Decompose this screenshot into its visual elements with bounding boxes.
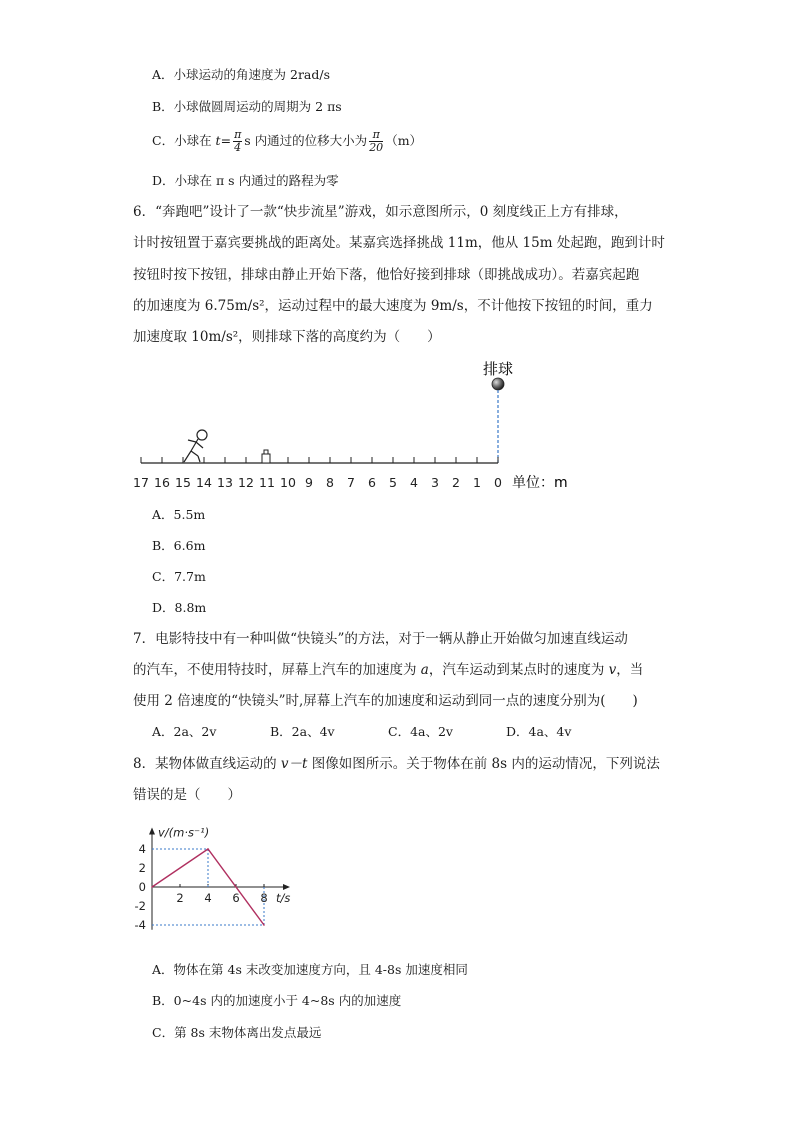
ruler-tick-label: 0 — [494, 475, 502, 490]
ruler-tick-label: 17 — [133, 475, 149, 490]
ruler-tick-label: 6 — [368, 475, 376, 490]
q5-option-a: A．小球运动的角速度为 2rad/s — [152, 67, 331, 82]
q7-line-1: 7．电影特技中有一种叫做“快镜头”的方法，对于一辆从静止开始做匀加速直线运动 — [133, 631, 628, 647]
q7-options-row — [152, 723, 624, 741]
q5-c-eq: = — [220, 133, 232, 148]
vt-data-point — [207, 848, 209, 850]
q6-option-c: C．7.7m — [152, 569, 206, 584]
q5-c-var-t: t — [215, 133, 221, 148]
q5-c-prefix: C．小球在 — [152, 133, 216, 148]
q7-option-d: D．4a、4v — [506, 724, 572, 739]
q7-line2-b: ，汽车运动到某点时的速度为 — [428, 662, 609, 678]
q6-option-a: A．5.5m — [152, 507, 206, 522]
timer-button-icon — [262, 450, 270, 463]
frac1-num: π — [234, 128, 242, 141]
y-axis-label: v/(m·s⁻¹) — [158, 825, 210, 840]
ruler-tick-label: 2 — [452, 475, 460, 490]
ruler-tick-label: 16 — [154, 475, 170, 490]
q8-line1-b: 图像如图所示。关于物体在前 8s 内的运动情况，下列说法 — [307, 756, 660, 772]
y-tick-label: 4 — [138, 842, 146, 856]
ruler-tick-label: 11 — [259, 475, 275, 490]
vt-data-point — [151, 886, 153, 888]
ruler-tick-label: 10 — [280, 475, 296, 490]
x-axis-label: t/s — [276, 891, 291, 905]
q5-option-b: B．小球做圆周运动的周期为 2 πs — [152, 99, 342, 114]
q6-line-1: 6．“奔跑吧”设计了一款“快步流星”游戏，如示意图所示，0 刻度线正上方有排球， — [133, 204, 628, 220]
y-tick-label: 2 — [138, 861, 146, 875]
ruler-tick-label: 9 — [305, 475, 313, 490]
ball-label: 排球 — [482, 360, 514, 378]
ruler-tick-label: 5 — [389, 475, 397, 490]
q5-c-suffix: （m） — [385, 133, 423, 148]
y-axis-arrow-icon — [149, 828, 155, 835]
q6-option-b: B．6.6m — [152, 538, 206, 553]
q8-option-c: C．第 8s 末物体离出发点最远 — [152, 1025, 322, 1040]
ruler-tick-label: 7 — [347, 475, 355, 490]
y-tick-label: 0 — [138, 880, 146, 894]
q5-option-c — [152, 128, 422, 154]
ruler-tick-label: 4 — [410, 475, 418, 490]
frac2-den: 20 — [369, 141, 384, 154]
ruler-ticks — [133, 457, 502, 490]
q7-line2-c: ，当 — [616, 662, 644, 678]
y-tick-label: -2 — [134, 899, 146, 913]
q7-var-a: a — [420, 662, 429, 678]
q8-option-b: B．0~4s 内的加速度小于 4~8s 内的加速度 — [152, 993, 402, 1008]
q7-var-v: v — [608, 662, 617, 678]
q6-line-2: 计时按钮置于嘉宾要挑战的距离处。某嘉宾选择挑战 11m，他从 15m 处起跑，跑到计时 — [133, 235, 665, 251]
ruler-tick-label: 13 — [217, 475, 233, 490]
q7-line-3: 使用 2 倍速度的“快镜头”时,屏幕上汽车的加速度和运动到同一点的速度分别为( ) — [133, 693, 638, 709]
unit-label: 单位：m — [512, 475, 568, 491]
vt-data-point — [263, 924, 265, 926]
q6-figure — [120, 356, 600, 496]
q5-c-mid: s 内通过的位移大小为 — [244, 133, 368, 148]
ruler-tick-label: 1 — [473, 475, 481, 490]
frac2-num: π — [369, 129, 383, 142]
q6-line-3: 按钮时按下按钮，排球由静止开始下落，他恰好接到排球（即挑战成功）。若嘉宾起跑 — [133, 267, 640, 283]
q8-line1-a: 8．某物体做直线运动的 — [133, 756, 281, 772]
x-tick-label: 4 — [204, 891, 212, 905]
q5-c-fraction-2 — [369, 129, 383, 154]
x-tick-label: 6 — [232, 891, 240, 905]
volleyball-icon — [492, 378, 504, 390]
q6-line-5: 加速度取 10m/s²，则排球下落的高度约为（ ） — [133, 329, 441, 345]
q8-line-1 — [133, 755, 660, 773]
ruler-tick-label: 12 — [238, 475, 254, 490]
q7-option-a: A．2a、2v — [152, 724, 217, 739]
q8-option-a: A．物体在第 4s 末改变加速度方向，且 4-8s 加速度相同 — [152, 962, 468, 977]
q7-line2-a: 的汽车，不使用特技时，屏幕上汽车的加速度为 — [133, 662, 421, 678]
y-tick-label: -4 — [134, 918, 146, 932]
q6-option-d: D．8.8m — [152, 600, 207, 615]
q7-option-c: C．4a、2v — [388, 724, 453, 739]
x-tick-label: 8 — [260, 891, 268, 905]
q5-c-fraction-1 — [233, 129, 242, 154]
q8-line-2: 错误的是（ ） — [133, 787, 241, 803]
q8-var-vt: v－t — [280, 756, 308, 772]
q7-option-b: B．2a、4v — [270, 724, 335, 739]
q5-option-d: D．小球在 π s 内通过的路程为零 — [152, 173, 339, 188]
x-tick-label: 2 — [176, 891, 184, 905]
x-axis-arrow-icon — [283, 884, 290, 890]
ruler-tick-label: 14 — [196, 475, 212, 490]
vt-chart — [130, 812, 300, 942]
frac1-den: 4 — [234, 141, 242, 154]
q6-line-4: 的加速度为 6.75m/s²，运动过程中的最大速度为 9m/s，不计他按下按钮的时间，重力 — [133, 298, 653, 314]
ruler-tick-label: 3 — [431, 475, 439, 490]
ruler-tick-label: 15 — [175, 475, 191, 490]
q7-line-2 — [133, 661, 643, 679]
ruler-tick-label: 8 — [326, 475, 334, 490]
